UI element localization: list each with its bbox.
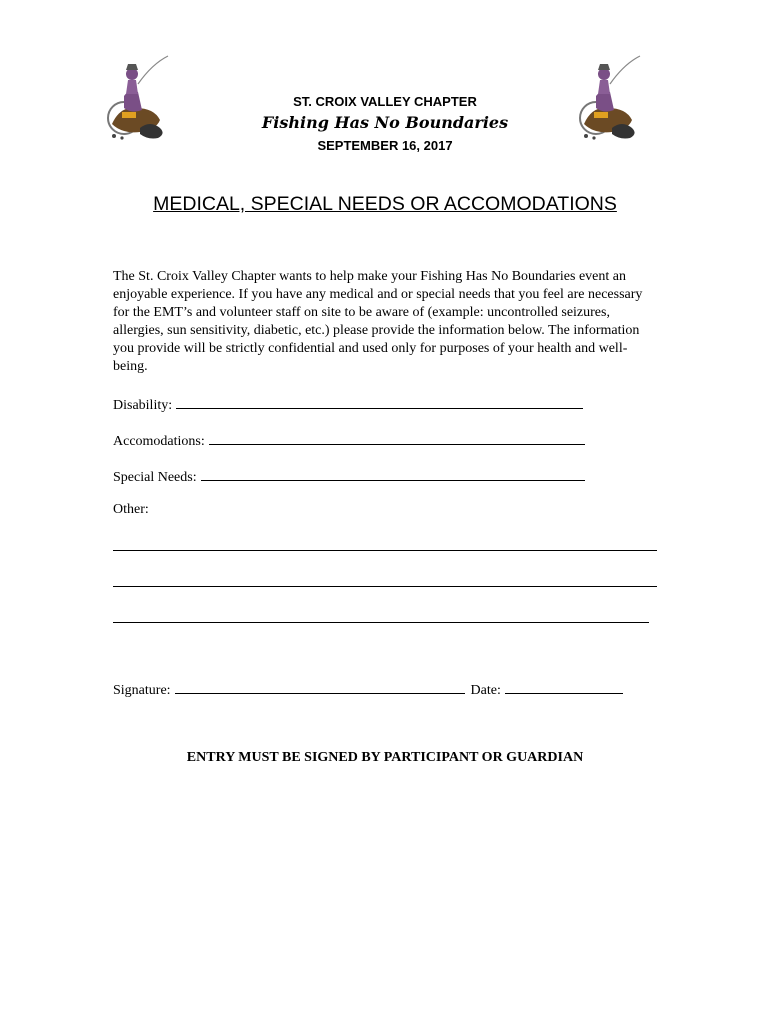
other-field	[113, 502, 149, 518]
intro-paragraph: The St. Croix Valley Chapter wants to help make your Fishing Has No Boundaries event an enjoyable experience. If you have any medical and or special needs that you feel are necessary for the EMT’s and volunteer staff on site to be aware of (example: uncontrolled seizures, allergies, sun sensitivity, diabetic, etc.) please provide the information below. The information you provide will be strictly confidential and used only for purposes of your health and well-being.	[113, 269, 643, 374]
event-name: Fishing Has No Boundaries	[261, 113, 509, 132]
other-line-1[interactable]	[113, 550, 657, 551]
chapter-name: ST. CROIX VALLEY CHAPTER	[293, 94, 477, 109]
form-title: MEDICAL, SPECIAL NEEDS OR ACCOMODATIONS	[153, 193, 617, 215]
accomodations-label: Accomodations:	[113, 434, 205, 449]
entry-signed-notice: ENTRY MUST BE SIGNED BY PARTICIPANT OR GUARDIAN	[186, 750, 584, 765]
other-line-3[interactable]	[113, 622, 649, 623]
signature-field[interactable]	[113, 680, 623, 699]
other-label: Other:	[113, 502, 149, 517]
signature-line[interactable]	[175, 680, 465, 694]
special-needs-line[interactable]	[201, 467, 585, 481]
accomodations-field[interactable]	[113, 431, 585, 450]
disability-field[interactable]	[113, 395, 583, 414]
special-needs-field[interactable]	[113, 467, 585, 486]
accomodations-line[interactable]	[209, 431, 585, 445]
event-date: SEPTEMBER 16, 2017	[317, 138, 453, 153]
disability-label: Disability:	[113, 398, 173, 413]
date-line[interactable]	[505, 680, 623, 694]
signature-label: Signature:	[113, 683, 171, 698]
other-line-2[interactable]	[113, 586, 657, 587]
date-label: Date:	[470, 683, 501, 698]
special-needs-label: Special Needs:	[113, 470, 197, 485]
disability-line[interactable]	[176, 395, 583, 409]
